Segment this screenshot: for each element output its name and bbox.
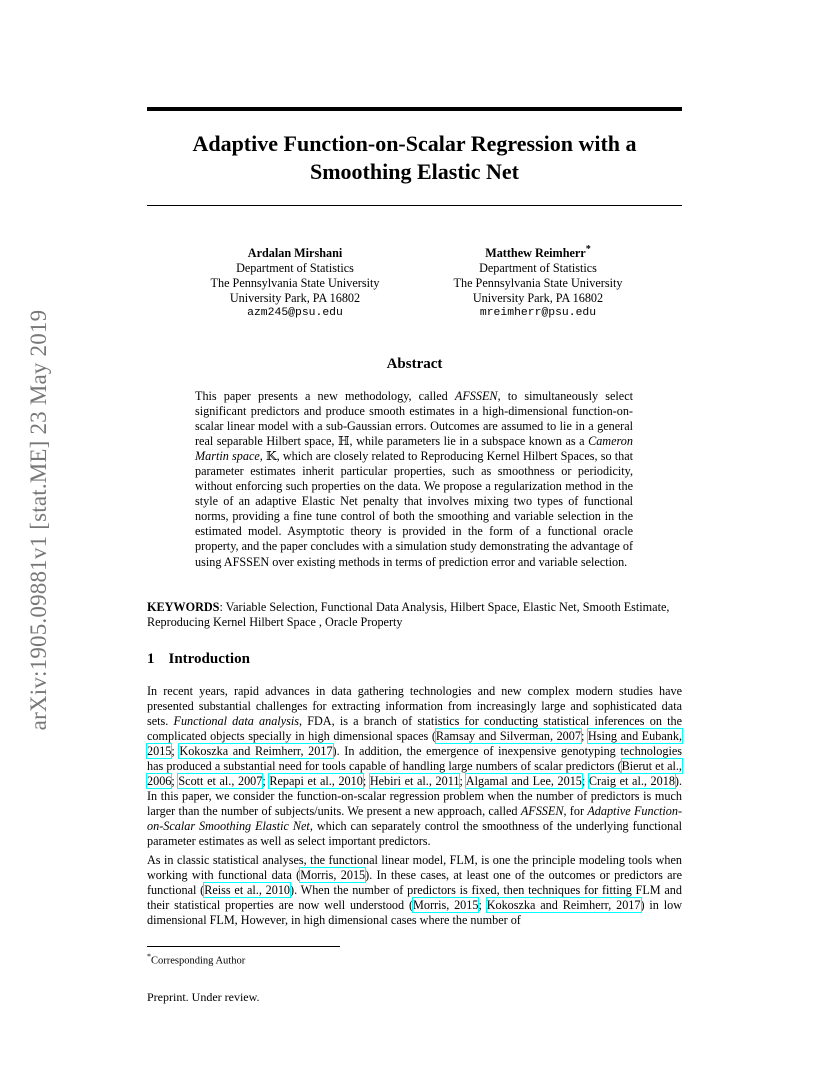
arxiv-stamp (22, 270, 56, 770)
title-rule-top (147, 107, 682, 111)
footnote (147, 952, 245, 967)
author-department: Department of Statistics (479, 261, 597, 276)
citation-link[interactable]: Kokoszka and Reimherr, 2017 (179, 744, 333, 759)
title-rule-bottom (147, 205, 682, 206)
author-block-1 (175, 242, 415, 321)
citation-link[interactable]: Kokoszka and Reimherr, 2017 (486, 898, 641, 913)
keywords-text: : Variable Selection, Functional Data Analysis, Hilbert Space, Elastic Net, Smooth Estimate, Reproducing Kernel Hilbert Space , Oracle Property (147, 600, 670, 630)
citation-link[interactable]: Craig et al., 2018 (588, 774, 675, 789)
section-heading (147, 651, 250, 668)
arxiv-stamp-text: arXiv:1905.09881v1 [stat.ME] 23 May 2019 (26, 309, 51, 731)
corresponding-marker: * (585, 244, 591, 255)
citation-link[interactable]: Ramsay and Silverman, 2007 (435, 729, 581, 744)
author-name: Ardalan Mirshani (247, 246, 343, 261)
citation-link[interactable]: Morris, 2015 (300, 868, 366, 883)
abstract-body: This paper presents a new methodology, called AFSSEN, to simultaneously select significant predictors and produce smooth estimates in a high-dimensional function-on-scalar linear model with a sub-Gaussian errors. Outcomes are assumed to lie in a general real separable Hilbert space, ℍ, while parameters lie in a subspace known as a Cameron Martin space, 𝕂, which are closely related to Reproducing Kernel Hilbert Spaces, so that parameter estimates inherit particular properties, such as smoothness or periodicity, without enforcing such properties on the data. We propose a regularization method in the style of an adaptive Elastic Net penalty that involves mixing two types of functional norms, providing a fine tune control of both the smoothing and variable selection in the estimated model. Asymptotic theory is provided in the form of a functional oracle property, and the paper concludes with a simulation study demonstrating the advantage of using AFSSEN over existing methods in terms of prediction error and variable selection. (195, 389, 633, 569)
author-location: University Park, PA 16802 (472, 291, 604, 306)
keywords-label: KEYWORDS (147, 600, 220, 614)
author-email: mreimherr@psu.edu (479, 307, 597, 320)
citation-link[interactable]: Repapi et al., 2010 (269, 774, 363, 789)
footnote-marker: * (147, 952, 151, 961)
section-title: Introduction (168, 651, 250, 667)
author-university: The Pennsylvania State University (210, 276, 380, 291)
footnote-rule (147, 946, 340, 947)
author-block-2 (418, 242, 658, 321)
author-name: Matthew Reimherr* (485, 244, 591, 261)
citation-link[interactable]: Hebiri et al., 2011 (369, 774, 460, 789)
citation-link[interactable]: Morris, 2015 (413, 898, 479, 913)
paper-title: Adaptive Function-on-Scalar Regression with a Smoothing Elastic Net (192, 131, 637, 184)
preprint-note: Preprint. Under review. (147, 990, 260, 1004)
intro-paragraph-1: In recent years, rapid advances in data gathering technologies and new complex modern studies have presented substantial challenges for extracting information from increasingly large and sophisticated data sets. Functional data analysis, FDA, is a branch of statistics for conducting statistical inferences on the complicated objects specially in high dimensional spaces (Ramsay and Silverman, 2007; Hsing and Eubank, 2015; Kokoszka and Reimherr, 2017). In addition, the emergence of inexpensive genotyping technologies has produced a substantial need for tools capable of handling large numbers of scalar predictors (Bierut et al., 2006; Scott et al., 2007; Repapi et al., 2010; Hebiri et al., 2011; Algamal and Lee, 2015; Craig et al., 2018). In this paper, we consider the function-on-scalar regression problem when the number of predictors is much larger than the number of subjects/units. We present a new approach, called AFSSEN, for Adaptive Function-on-Scalar Smoothing Elastic Net, which can separately control the smoothness of the underlying functional parameter estimates as well as select important predictors. (147, 684, 683, 849)
intro-paragraph-2: As in classic statistical analyses, the functional linear model, FLM, is one the principle modeling tools when working with functional data (Morris, 2015). In these cases, at least one of the outcomes or predictors are functional (Reiss et al., 2010). When the number of predictors is fixed, then techniques for fitting FLM and their statistical properties are now well understood (Morris, 2015; Kokoszka and Reimherr, 2017) in low dimensional FLM, However, in high dimensional cases where the number of (147, 853, 682, 928)
author-university: The Pennsylvania State University (453, 276, 623, 291)
citation-link[interactable]: Hsing and Eubank, 2015 (147, 729, 683, 759)
abstract-heading: Abstract (386, 356, 443, 372)
citation-link[interactable]: Scott et al., 2007 (178, 774, 263, 789)
citation-link[interactable]: Reiss et al., 2010 (204, 883, 291, 898)
section-number: 1 (147, 651, 155, 667)
author-email: azm245@psu.edu (247, 307, 343, 320)
author-location: University Park, PA 16802 (229, 291, 361, 306)
footnote-text: Corresponding Author (151, 955, 246, 967)
keywords (147, 600, 682, 631)
citation-link[interactable]: Bierut et al., 2006 (147, 759, 682, 789)
citation-link[interactable]: Algamal and Lee, 2015 (465, 774, 582, 789)
author-department: Department of Statistics (236, 261, 354, 276)
